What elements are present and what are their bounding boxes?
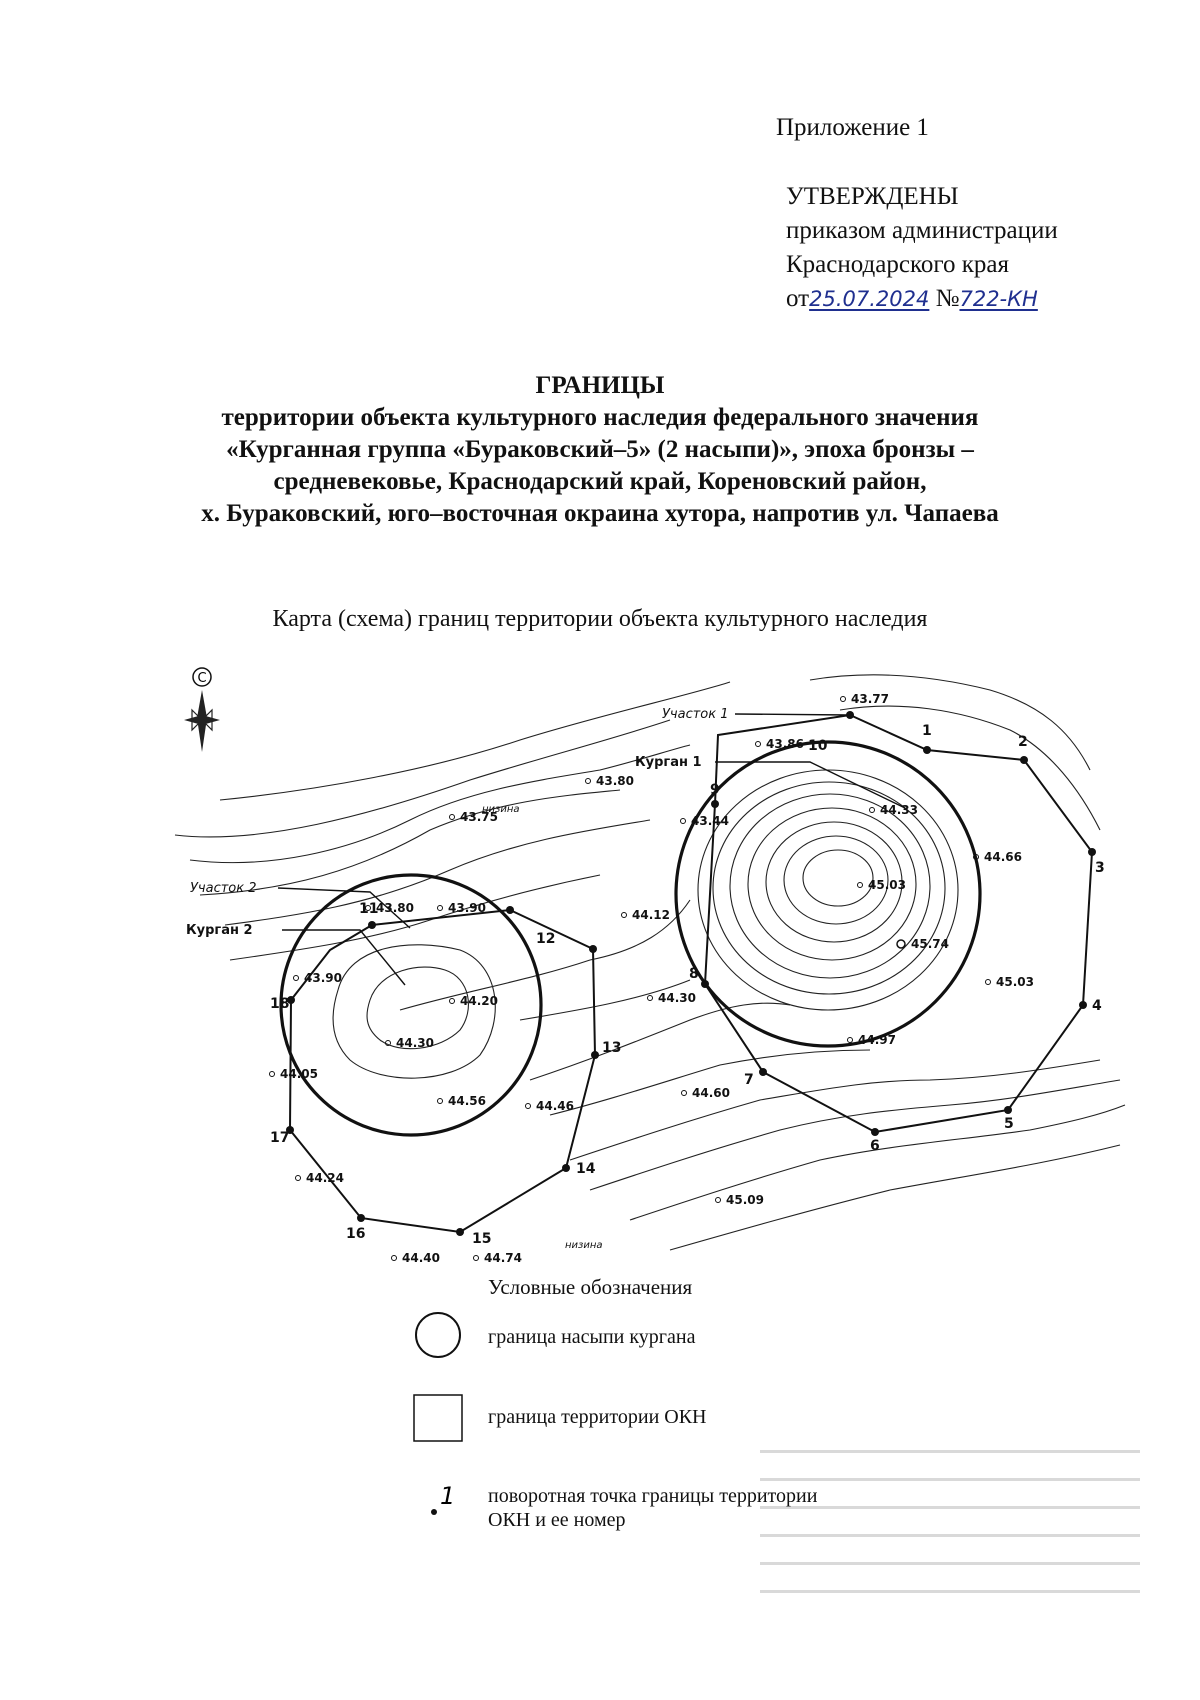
elevation-mark xyxy=(392,1251,440,1265)
svg-text:43.80: 43.80 xyxy=(596,774,634,788)
point-label-12: 12 xyxy=(536,931,556,947)
appendix-label: Приложение 1 xyxy=(776,114,929,141)
svg-text:44.74: 44.74 xyxy=(484,1251,522,1265)
point-label-5: 5 xyxy=(1004,1116,1014,1132)
north-arrow-icon xyxy=(184,668,220,752)
elevation-mark xyxy=(682,1086,730,1100)
area-labels xyxy=(186,707,729,1251)
point-label-8: 8 xyxy=(689,966,699,982)
elevation-mark xyxy=(438,1094,486,1108)
order-line-1: приказом администрации xyxy=(786,217,1058,244)
svg-text:44.60: 44.60 xyxy=(692,1086,730,1100)
number-prefix: № xyxy=(935,285,960,312)
svg-text:43.90: 43.90 xyxy=(304,971,342,985)
leader-lines xyxy=(278,714,905,985)
mound-2-label: Курган 2 xyxy=(186,923,253,938)
svg-text:43.86: 43.86 xyxy=(766,737,804,751)
elevation-mark xyxy=(986,975,1034,989)
elevation-mark xyxy=(438,901,486,915)
lowland-label-top: низина xyxy=(482,804,520,815)
svg-text:44.33: 44.33 xyxy=(880,803,918,817)
order-date-line xyxy=(786,282,1058,316)
svg-text:44.12: 44.12 xyxy=(632,908,670,922)
point-label-16: 16 xyxy=(346,1226,366,1242)
north-label: С xyxy=(197,671,207,686)
faded-stamp xyxy=(740,1430,1160,1630)
point-label-17: 17 xyxy=(270,1130,290,1146)
point-label-3: 3 xyxy=(1095,860,1105,876)
legend-mound-text: граница насыпи кургана xyxy=(488,1326,696,1348)
plot-1-label: Участок 1 xyxy=(662,707,729,722)
svg-text:44.66: 44.66 xyxy=(984,850,1022,864)
boundary-map xyxy=(170,660,1130,1270)
circle-symbol-icon xyxy=(412,1309,464,1361)
svg-text:43.44: 43.44 xyxy=(691,814,729,828)
svg-text:44.97: 44.97 xyxy=(858,1033,896,1047)
title-line-3: средневековье, Краснодарский край, Кореновский район, xyxy=(273,468,927,495)
point-label-2: 2 xyxy=(1018,734,1028,750)
elevation-mark xyxy=(858,878,906,892)
title-line-1: территории объекта культурного наследия федерального значения xyxy=(221,404,979,431)
elevation-mark xyxy=(386,1036,434,1050)
square-symbol-icon xyxy=(412,1393,464,1445)
point-label-13: 13 xyxy=(602,1040,622,1056)
elevation-mark xyxy=(450,994,498,1008)
point-label-11: 11 xyxy=(359,901,379,917)
legend-point-line-2: ОКН и ее номер xyxy=(488,1509,626,1531)
legend-title: Условные обозначения xyxy=(488,1275,693,1299)
document-title xyxy=(0,370,1200,530)
lowland-label-bottom: низина xyxy=(565,1240,603,1251)
svg-text:44.20: 44.20 xyxy=(460,994,498,1008)
plot-2-label: Участок 2 xyxy=(190,881,257,896)
svg-text:43.80: 43.80 xyxy=(376,901,414,915)
point-label-15: 15 xyxy=(472,1231,492,1247)
svg-text:44.30: 44.30 xyxy=(396,1036,434,1050)
svg-text:44.24: 44.24 xyxy=(306,1171,344,1185)
point-label-6: 6 xyxy=(870,1138,880,1154)
point-label-18: 18 xyxy=(270,996,290,1012)
approval-block xyxy=(786,180,1058,316)
elevation-mark xyxy=(270,1067,318,1081)
svg-text:43.90: 43.90 xyxy=(448,901,486,915)
point-label-7: 7 xyxy=(744,1072,754,1088)
elevation-mark xyxy=(294,971,342,985)
mound-1-boundary xyxy=(676,742,980,1046)
elevation-mark xyxy=(296,1171,344,1185)
point-label-10: 10 xyxy=(808,738,828,754)
mound-2-contours xyxy=(333,945,495,1078)
elevation-mark xyxy=(622,908,670,922)
svg-text:45.03: 45.03 xyxy=(868,878,906,892)
svg-text:44.40: 44.40 xyxy=(402,1251,440,1265)
order-line-2: Краснодарского края xyxy=(786,251,1009,278)
order-number: 722-КН xyxy=(959,287,1038,311)
elevation-mark xyxy=(974,850,1022,864)
title-line-4: х. Бураковский, юго–восточная окраина хутора, напротив ул. Чапаева xyxy=(201,500,999,527)
title-heading: ГРАНИЦЫ xyxy=(535,372,665,399)
elevation-mark xyxy=(897,937,949,951)
svg-text:45.03: 45.03 xyxy=(996,975,1034,989)
elevation-mark xyxy=(648,991,696,1005)
legend-point-number: 1 xyxy=(440,1482,456,1510)
approved-label: УТВЕРЖДЕНЫ xyxy=(786,183,959,210)
elevation-mark xyxy=(526,1099,574,1113)
svg-text:44.56: 44.56 xyxy=(448,1094,486,1108)
elevation-mark xyxy=(450,810,498,824)
mound-1-contours xyxy=(698,770,958,1010)
elevation-marks xyxy=(270,692,1034,1265)
svg-text:44.30: 44.30 xyxy=(658,991,696,1005)
order-date: 25.07.2024 xyxy=(809,287,930,311)
svg-text:44.05: 44.05 xyxy=(280,1067,318,1081)
map-caption: Карта (схема) границ территории объекта культурного наследия xyxy=(272,606,928,632)
elevation-mark xyxy=(681,814,729,828)
svg-text:44.46: 44.46 xyxy=(536,1099,574,1113)
svg-text:43.77: 43.77 xyxy=(851,692,889,706)
legend-point-line-1: поворотная точка границы территории xyxy=(488,1485,818,1507)
point-label-4: 4 xyxy=(1092,998,1102,1014)
point-label-14: 14 xyxy=(576,1161,596,1177)
svg-text:43.75: 43.75 xyxy=(460,810,498,824)
turning-point-labels xyxy=(270,723,1105,1247)
svg-text:45.74: 45.74 xyxy=(911,937,949,951)
legend-territory-text: граница территории ОКН xyxy=(488,1406,707,1428)
point-label-1: 1 xyxy=(922,723,932,739)
mound-1-label: Курган 1 xyxy=(635,755,702,770)
elevation-mark xyxy=(756,737,804,751)
elevation-mark xyxy=(716,1193,764,1207)
date-prefix: от xyxy=(786,285,810,312)
elevation-mark xyxy=(586,774,634,788)
elevation-mark xyxy=(841,692,889,706)
point-label-9: 9 xyxy=(710,782,720,798)
elevation-mark xyxy=(474,1251,522,1265)
svg-text:45.09: 45.09 xyxy=(726,1193,764,1207)
turning-point-symbol-icon xyxy=(426,1476,478,1528)
title-line-2: «Курганная группа «Бураковский–5» (2 насыпи)», эпоха бронзы – xyxy=(226,436,974,463)
